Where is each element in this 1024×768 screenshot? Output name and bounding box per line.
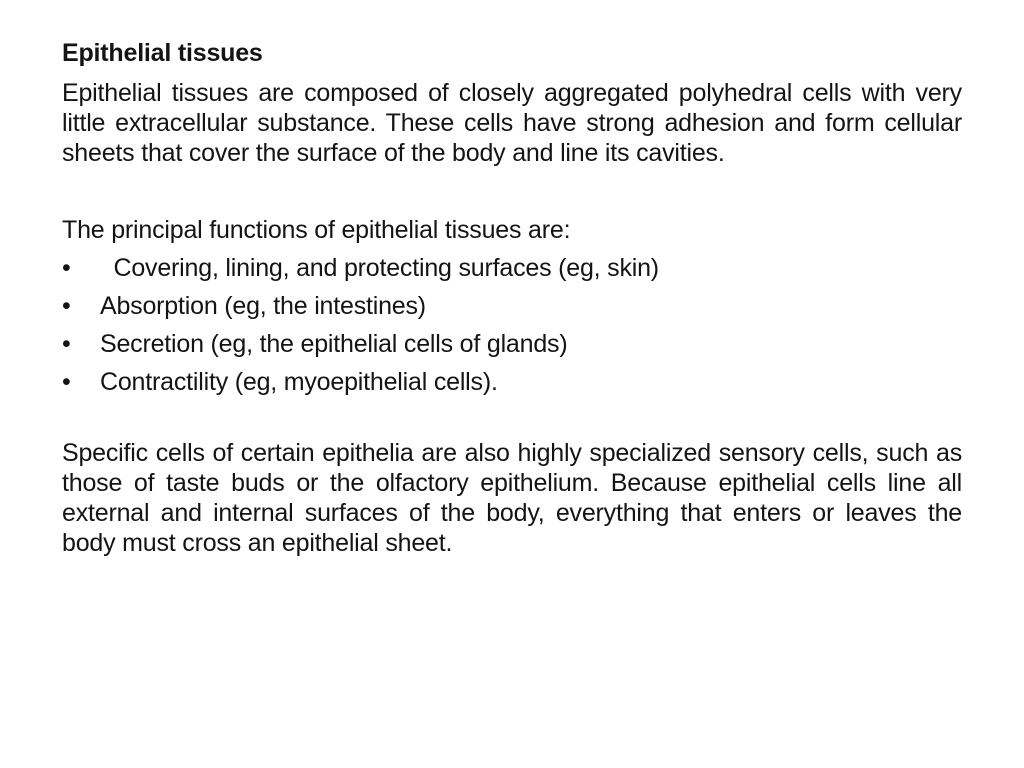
list-item-text: Contractility (eg, myoepithelial cells).: [100, 368, 498, 396]
list-intro: The principal functions of epithelial tissues are:: [62, 216, 571, 244]
list-item-text: Covering, lining, and protecting surfaces (eg, skin): [100, 254, 659, 282]
intro-paragraph: Epithelial tissues are composed of closely aggregated polyhedral cells with very little extracellular substance. These cells have strong adhesion and form cellular sheets that cover the surface of the body and line its cavities.: [62, 79, 962, 167]
closing-paragraph: Specific cells of certain epithelia are also highly specialized sensory cells, such as those of taste buds or the olfactory epithelium. Because epithelial cells line all external and internal surfaces of the body, everything that enters or leaves the body must cross an epithelial sheet.: [62, 439, 962, 557]
bullet-icon: •: [62, 292, 71, 320]
slide-title: Epithelial tissues: [62, 39, 263, 67]
functions-list: [62, 249, 962, 401]
list-item-text: Secretion (eg, the epithelial cells of glands): [100, 330, 568, 358]
list-item: [62, 249, 962, 287]
bullet-icon: •: [62, 330, 71, 358]
functions-section: [62, 211, 962, 401]
list-item: [62, 325, 962, 363]
list-item: [62, 363, 962, 401]
list-item: [62, 287, 962, 325]
bullet-icon: •: [62, 368, 71, 396]
slide-content: [62, 38, 962, 558]
list-item-text: Absorption (eg, the intestines): [100, 292, 426, 320]
bullet-icon: •: [62, 254, 71, 282]
